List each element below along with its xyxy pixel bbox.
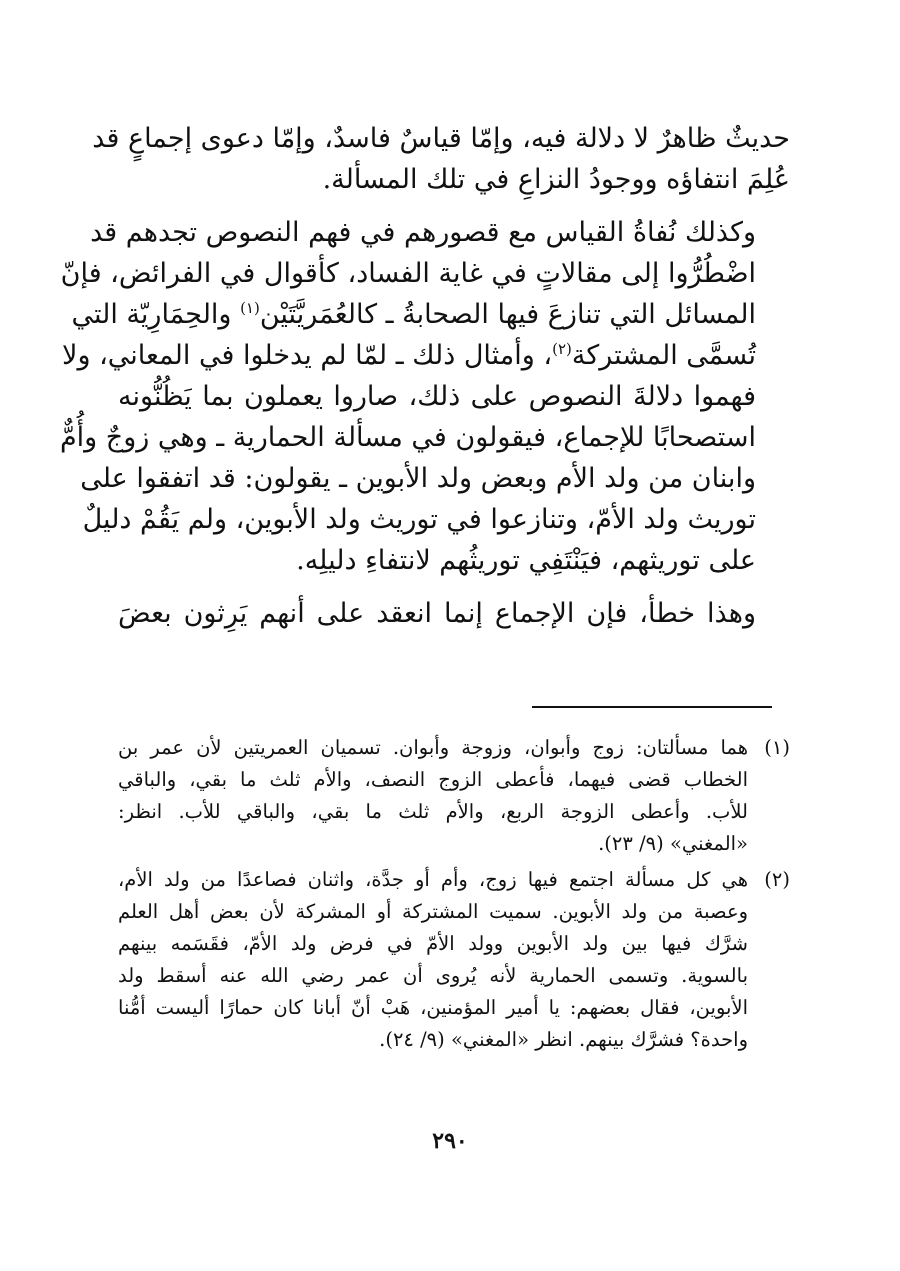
- page-body: [59, 118, 790, 646]
- footnote-line: الأبوين، فقال بعضهم: يا أمير المؤمنين، هَبْ أنّ أبانا كان حمارًا أليست أمُّنا: [118, 996, 748, 1019]
- text-line: توريث ولد الأمّ، وتنازعوا في توريث ولد الأبوين، ولم يَقُمْ دليلٌ: [82, 504, 756, 535]
- text-segment: المسائل التي تنازعَ فيها الصحابةُ ـ كالعُمَريَّتَيْن: [259, 299, 756, 330]
- page-number: ٢٩٠: [432, 1128, 468, 1154]
- text-line: حديثٌ ظاهرٌ لا دلالة فيه، وإمّا قياسٌ فاسدٌ، وإمّا دعوى إجماعٍ قد: [92, 123, 790, 154]
- text-line: وهذا خطأ، فإن الإجماع إنما انعقد على أنهم يَرِثون بعضَ: [118, 598, 756, 629]
- footnote-body: [118, 864, 748, 1056]
- paragraph-1: [92, 118, 790, 200]
- text-segment: تُسمَّى المشتركة: [571, 340, 756, 371]
- footnote-number: (١): [764, 736, 790, 759]
- footnote-line: شرَّك فيها بين ولد الأبوين وولد الأمّ في فرض ولد الأمّ، فقَسَمه بينهم: [118, 932, 748, 955]
- footnote-line: للأب. وأعطى الزوجة الربع، والأم ثلث ما بقي، والباقي للأب. انظر:: [118, 800, 748, 823]
- footnote-ref-2[interactable]: (٢): [552, 340, 572, 358]
- text-line: [71, 294, 790, 335]
- text-line: عُلِمَ انتفاؤه ووجودُ النزاعِ في تلك المسألة.: [322, 164, 790, 195]
- footnote-line: هما مسألتان: زوج وأبوان، وزوجة وأبوان. تسميان العمريتين لأن عمر بن: [118, 736, 748, 759]
- footnote-line: واحدة؟ فشرَّك بينهم. انظر «المغني» (٩/ ٢٤).: [379, 1028, 748, 1051]
- footnote-line: بالسوية. وتسمى الحمارية لأنه يُروى أن عمر رضي الله عنه أسقط ولد: [118, 964, 748, 987]
- text-line: وابنان من ولد الأم وبعض ولد الأبوين ـ يقولون: قد اتفقوا على: [80, 463, 756, 494]
- text-line: فهموا دلالةَ النصوص على ذلك، صاروا يعملون بما يَظُنُّونه: [118, 381, 756, 412]
- main-text: [59, 118, 790, 634]
- footnote-1: [118, 732, 790, 860]
- footnote-line: «المغني» (٩/ ٢٣).: [598, 832, 748, 855]
- footnote-line: هي كل مسألة اجتمع فيها زوج، وأم أو جدَّة، واثنان فصاعدًا من ولد الأم،: [118, 868, 748, 891]
- text-line: على توريثهم، فيَنْتَفِي توريثُهم لانتفاءِ دليلِه.: [296, 545, 756, 576]
- footnote-number: (٢): [764, 868, 790, 891]
- text-line: [62, 335, 790, 376]
- text-segment: والحِمَارِيّة التي: [71, 299, 241, 330]
- text-line: وكذلك نُفاةُ القياس مع قصورهم في فهم النصوص تجدهم قد: [90, 217, 756, 248]
- text-segment: ، وأمثال ذلك ـ لمّا لم يدخلوا في المعاني، ولا: [62, 340, 553, 371]
- paragraph-3: [118, 593, 790, 634]
- footnote-body: [118, 732, 748, 860]
- footnote-separator: [532, 706, 772, 708]
- footnotes: [118, 732, 790, 1060]
- footnote-line: وعصبة من ولد الأبوين. سميت المشتركة أو المشركة لأن بعض أهل العلم: [118, 900, 748, 923]
- footnote-ref-1[interactable]: (١): [240, 299, 260, 317]
- paragraph-2: [59, 212, 790, 581]
- footnote-2: [118, 864, 790, 1056]
- text-line: استصحابًا للإجماع، فيقولون في مسألة الحمارية ـ وهي زوجٌ وأُمٌّ: [59, 422, 756, 453]
- text-line: اضْطُرُّوا إلى مقالاتٍ في غاية الفساد، كأقوال في الفرائض، فإنّ: [60, 258, 756, 289]
- footnote-line: الخطاب قضى فيهما، فأعطى الزوج النصف، والأم ثلث ما بقي، والباقي: [118, 768, 748, 791]
